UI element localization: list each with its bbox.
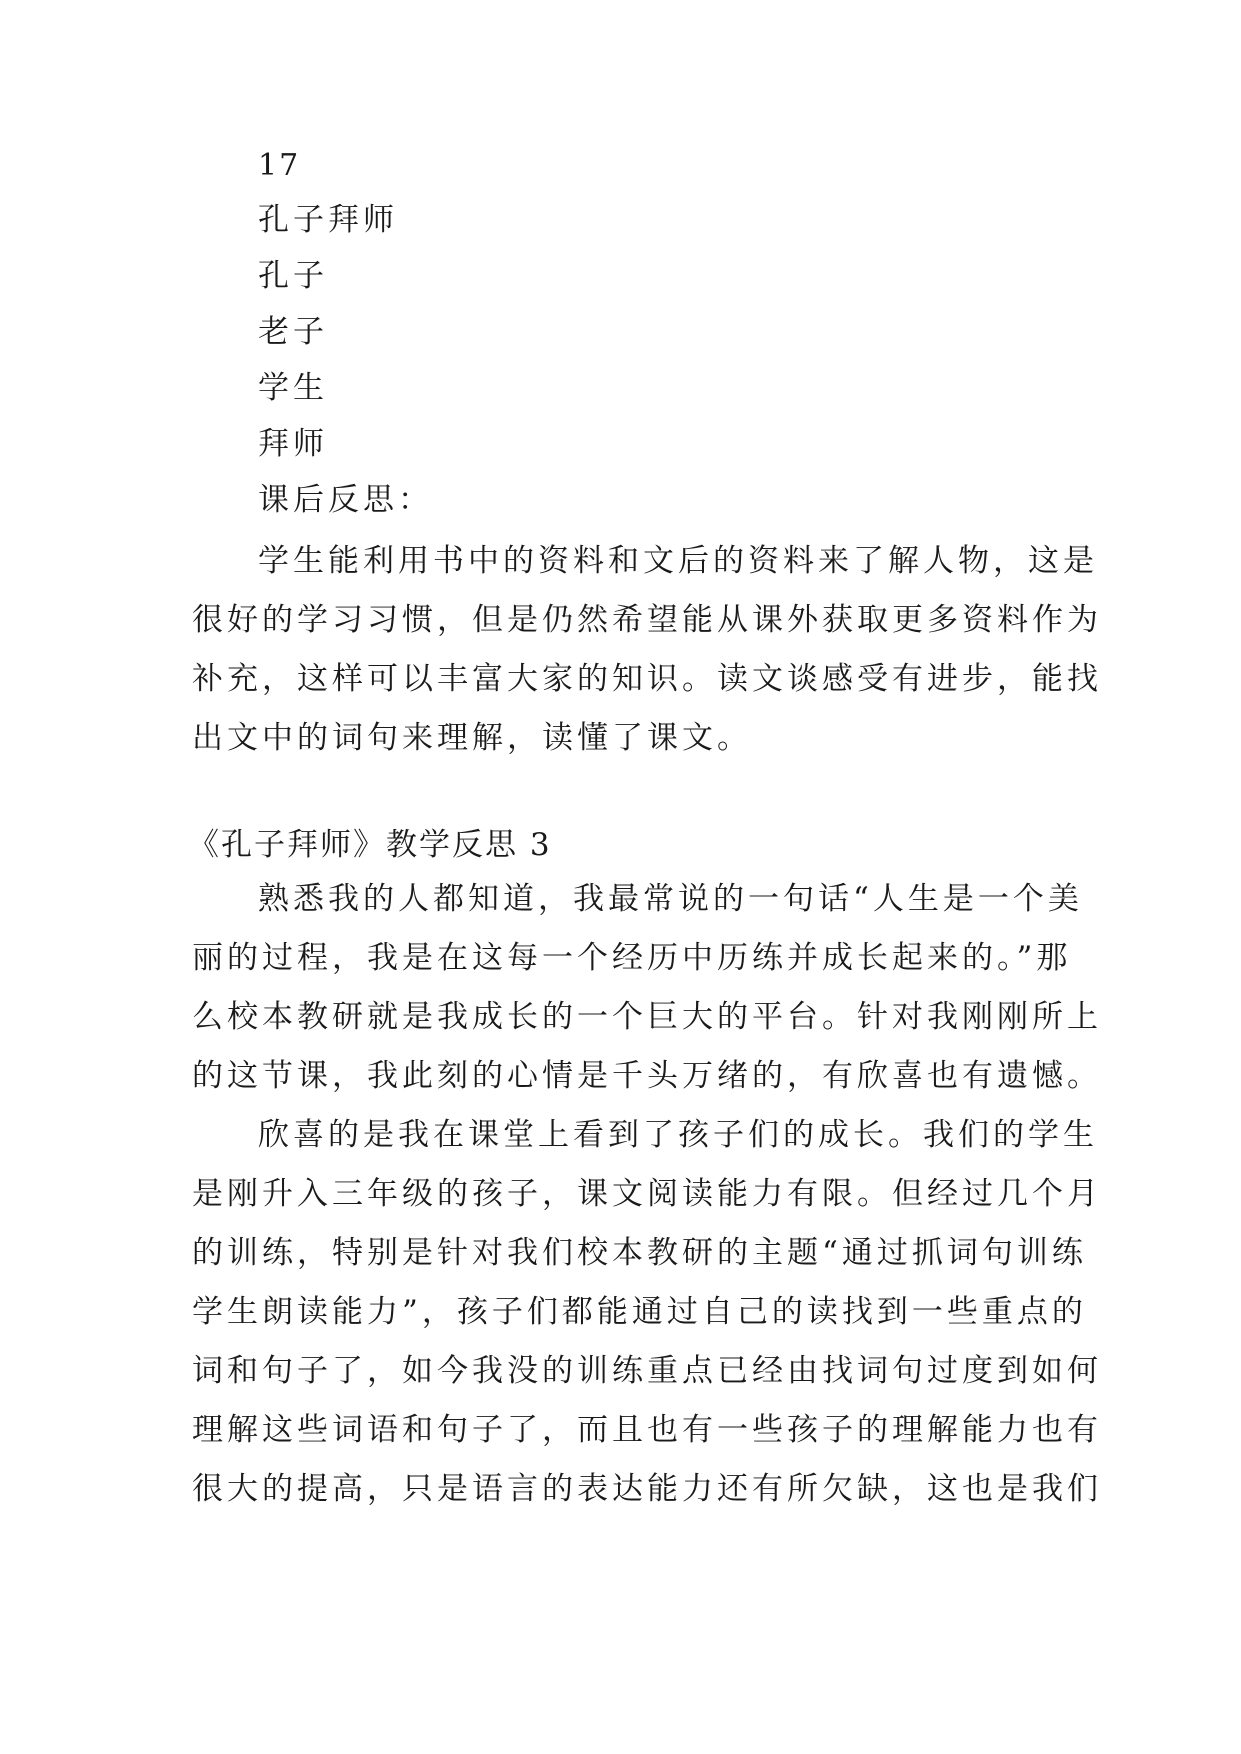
paragraph-line: 是刚升入三年级的孩子，课文阅读能力有限。但经过几个月 [192,1176,1102,1212]
paragraph-line: 么校本教研就是我成长的一个巨大的平台。针对我刚刚所上 [192,999,1102,1035]
paragraph-line: 的训练，特别是针对我们校本教研的主题“通过抓词句训练 [192,1235,1087,1271]
lesson-title: 孔子拜师 [258,202,398,238]
reflection-line: 出文中的词句来理解，读懂了课文。 [192,720,752,756]
reflection-line: 学生能利用书中的资料和文后的资料来了解人物，这是 [258,543,1098,579]
character-laozi: 老子 [258,314,328,350]
paragraph-line: 欣喜的是我在课堂上看到了孩子们的成长。我们的学生 [258,1117,1098,1153]
paragraph-line: 学生朗读能力”，孩子们都能通过自己的读找到一些重点的 [192,1294,1087,1330]
section-title: 《孔子拜师》教学反思 3 [188,827,552,863]
reflection-line: 很好的学习习惯，但是仍然希望能从课外获取更多资料作为 [192,602,1102,638]
term-baishi: 拜师 [258,426,328,462]
term-student: 学生 [258,370,328,406]
page-number: 17 [258,148,301,183]
reflection-line: 补充，这样可以丰富大家的知识。读文谈感受有进步，能找 [192,661,1102,697]
paragraph-line: 丽的过程，我是在这每一个经历中历练并成长起来的。”那 [192,940,1072,976]
paragraph-line: 的这节课，我此刻的心情是千头万绪的，有欣喜也有遗憾。 [192,1058,1102,1094]
paragraph-line: 很大的提高，只是语言的表达能力还有所欠缺，这也是我们 [192,1471,1102,1507]
paragraph-line: 熟悉我的人都知道，我最常说的一句话“人生是一个美 [258,881,1083,917]
paragraph-line: 词和句子了，如今我没的训练重点已经由找词句过度到如何 [192,1353,1102,1389]
paragraph-line: 理解这些词语和句子了，而且也有一些孩子的理解能力也有 [192,1412,1102,1448]
reflection-heading: 课后反思： [258,482,433,518]
character-kongzi: 孔子 [258,258,328,294]
